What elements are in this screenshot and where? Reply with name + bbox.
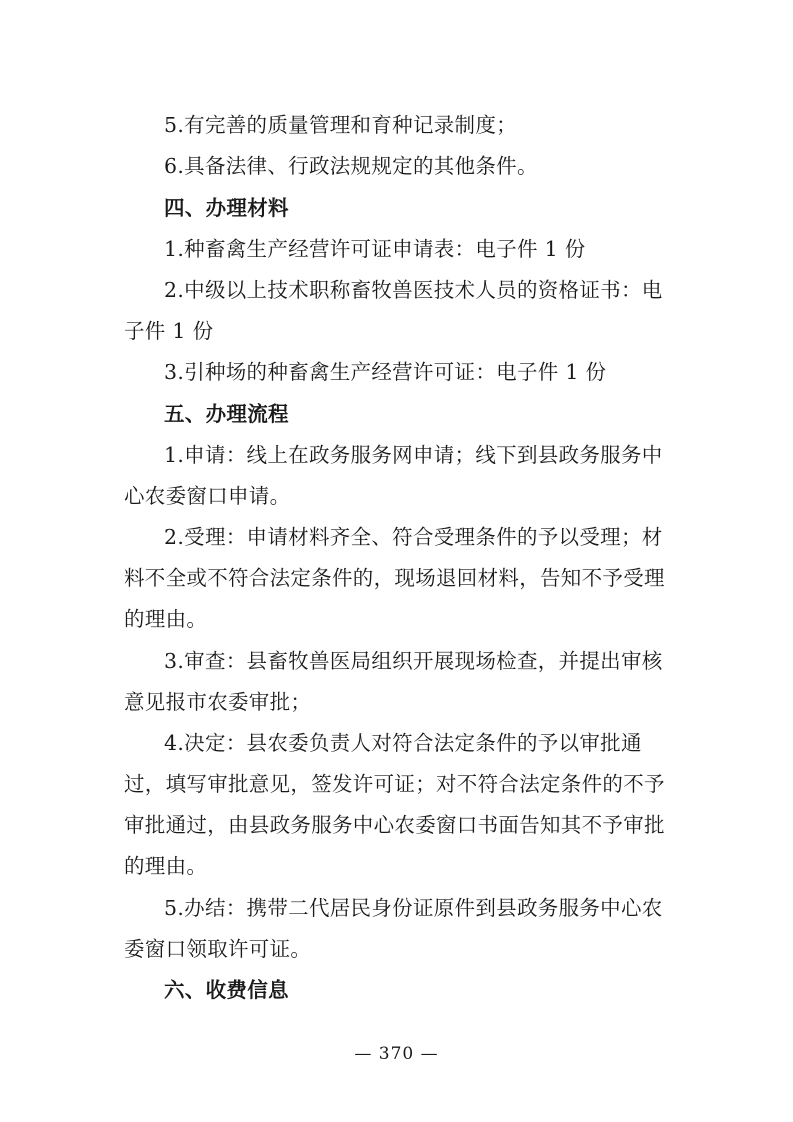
material-2-cont: 子件 1 份 [124,319,214,343]
condition-6: 6.具备法律、行政法规规定的其他条件。 [164,154,538,178]
process-4-cont-2: 审批通过，由县政务服务中心农委窗口书面告知其不予审批 [124,813,665,837]
material-2: 2.中级以上技术职称畜牧兽医技术人员的资格证书：电 [164,278,663,302]
process-2-cont-2: 的理由。 [124,607,208,631]
condition-5: 5.有完善的质量管理和育种记录制度； [164,113,517,137]
process-3: 3.审查：县畜牧兽医局组织开展现场检查，并提出审核 [164,649,663,673]
material-3: 3.引种场的种畜禽生产经营许可证：电子件 1 份 [164,360,607,384]
section-heading-materials: 四、办理材料 [164,196,289,220]
process-2: 2.受理：申请材料齐全、符合受理条件的予以受理；材 [164,525,663,549]
process-5-cont: 委窗口领取许可证。 [124,937,312,961]
material-1: 1.种畜禽生产经营许可证申请表：电子件 1 份 [164,237,586,261]
process-4-cont-1: 过，填写审批意见，签发许可证；对不符合法定条件的不予 [124,772,665,796]
section-heading-process: 五、办理流程 [164,402,289,426]
page-number: — 370 — [354,1044,439,1064]
process-3-cont: 意见报市农委审批； [124,690,312,714]
process-1: 1.申请：线上在政务服务网申请；线下到县政务服务中 [164,443,663,467]
section-heading-fees: 六、收费信息 [164,978,289,1002]
process-4-cont-3: 的理由。 [124,854,208,878]
process-1-cont: 心农委窗口申请。 [124,484,291,508]
process-2-cont-1: 料不全或不符合法定条件的，现场退回材料，告知不予受理 [124,566,665,590]
process-5: 5.办结：携带二代居民身份证原件到县政务服务中心农 [164,896,663,920]
process-4: 4.决定：县农委负责人对符合法定条件的予以审批通 [164,731,642,755]
